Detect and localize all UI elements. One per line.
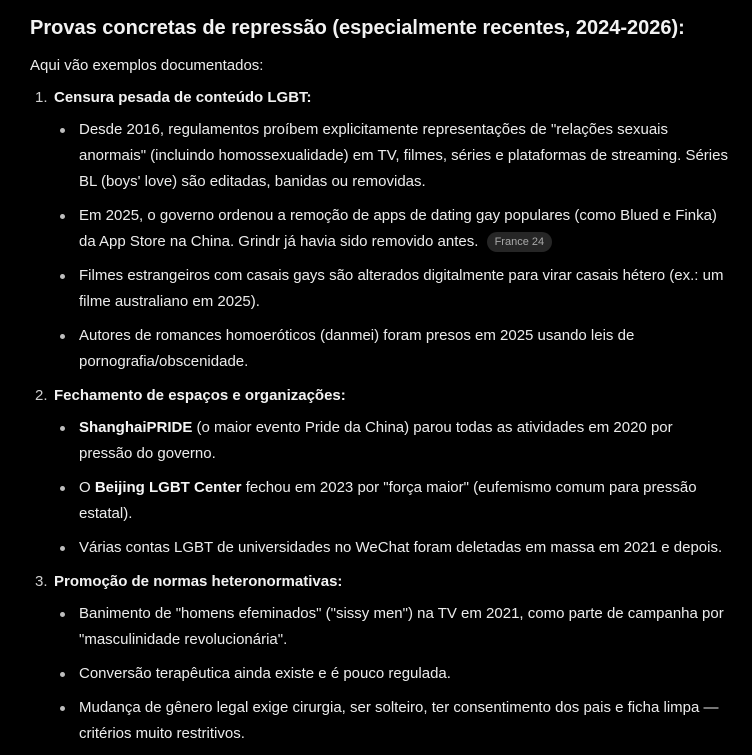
bullet-dot: [60, 672, 65, 677]
bold-term: ShanghaiPRIDE: [79, 419, 193, 436]
bullet-text: Conversão terapêutica ainda existe e é pouco regulada.: [79, 665, 451, 682]
bullet-text: Mudança de gênero legal exige cirurgia, ser solteiro, ter consentimento dos pais e ficha limpa — critérios muito restritivos.: [79, 699, 719, 742]
bullet-dot: [60, 706, 65, 711]
list-item-censura: [30, 85, 730, 375]
bullet-dot: [60, 214, 65, 219]
bullet-item: [54, 117, 730, 195]
list-number: 3.: [35, 573, 48, 590]
bullet-item: [54, 601, 730, 653]
bullet-text: Autores de romances homoeróticos (danmei) foram presos em 2025 usando leis de pornografia/obscenidade.: [79, 327, 635, 370]
bullet-dot: [60, 334, 65, 339]
list-item-fechamento: [30, 383, 730, 561]
message-content: [30, 0, 730, 755]
bullet-dot: [60, 426, 65, 431]
bullet-item: [54, 415, 730, 467]
bullet-item: [54, 475, 730, 527]
bullet-text: Filmes estrangeiros com casais gays são alterados digitalmente para virar casais hétero (ex.: um filme australiano em 2025).: [79, 267, 724, 310]
bullet-item: [54, 323, 730, 375]
bullet-item: [54, 535, 730, 561]
list-number: 1.: [35, 89, 48, 106]
list-item-title: Censura pesada de conteúdo LGBT:: [54, 89, 312, 106]
bullet-text: Várias contas LGBT de universidades no WeChat foram deletadas em massa em 2021 e depois.: [79, 539, 723, 556]
bullet-list: [54, 117, 730, 375]
bullet-text: Em 2025, o governo ordenou a remoção de apps de dating gay populares (como Blued e Finka) da App Store na China. Grindr já havia sido removido antes.: [79, 207, 717, 250]
source-citation-chip[interactable]: France 24: [487, 232, 553, 252]
list-item-title: Fechamento de espaços e organizações:: [54, 387, 346, 404]
bullet-text: fechou em 2023 por "força maior" (eufemismo comum para pressão estatal).: [79, 479, 697, 522]
bullet-prefix: O: [79, 479, 95, 496]
bullet-item: [54, 263, 730, 315]
bullet-dot: [60, 128, 65, 133]
bullet-dot: [60, 546, 65, 551]
bullet-list: [54, 415, 730, 561]
numbered-list: [30, 85, 730, 747]
bullet-item: [54, 695, 730, 747]
bullet-dot: [60, 274, 65, 279]
bullet-list: [54, 601, 730, 747]
list-number: 2.: [35, 387, 48, 404]
list-item-title: Promoção de normas heteronormativas:: [54, 573, 343, 590]
bullet-dot: [60, 612, 65, 617]
bold-term: Beijing LGBT Center: [94, 479, 242, 496]
bullet-text: Desde 2016, regulamentos proíbem explicitamente representações de "relações sexuais anormais" (incluindo homossexualidade) em TV, filmes, séries e plataformas de streaming. Séries BL (boys' love) são editadas, banidas ou removidas.: [79, 121, 728, 190]
bullet-item: [54, 203, 730, 255]
bullet-item: [54, 661, 730, 687]
list-item-promocao: [30, 569, 730, 747]
bullet-text: (o maior evento Pride da China) parou todas as atividades em 2020 por pressão do governo.: [79, 419, 673, 462]
section-heading: Provas concretas de repressão (especialmente recentes, 2024-2026):: [30, 17, 685, 39]
intro-text: Aqui vão exemplos documentados:: [30, 57, 264, 74]
bullet-text: Banimento de "homens efeminados" ("sissy men") na TV em 2021, como parte de campanha por "masculinidade revolucionária".: [79, 605, 724, 648]
bullet-dot: [60, 486, 65, 491]
